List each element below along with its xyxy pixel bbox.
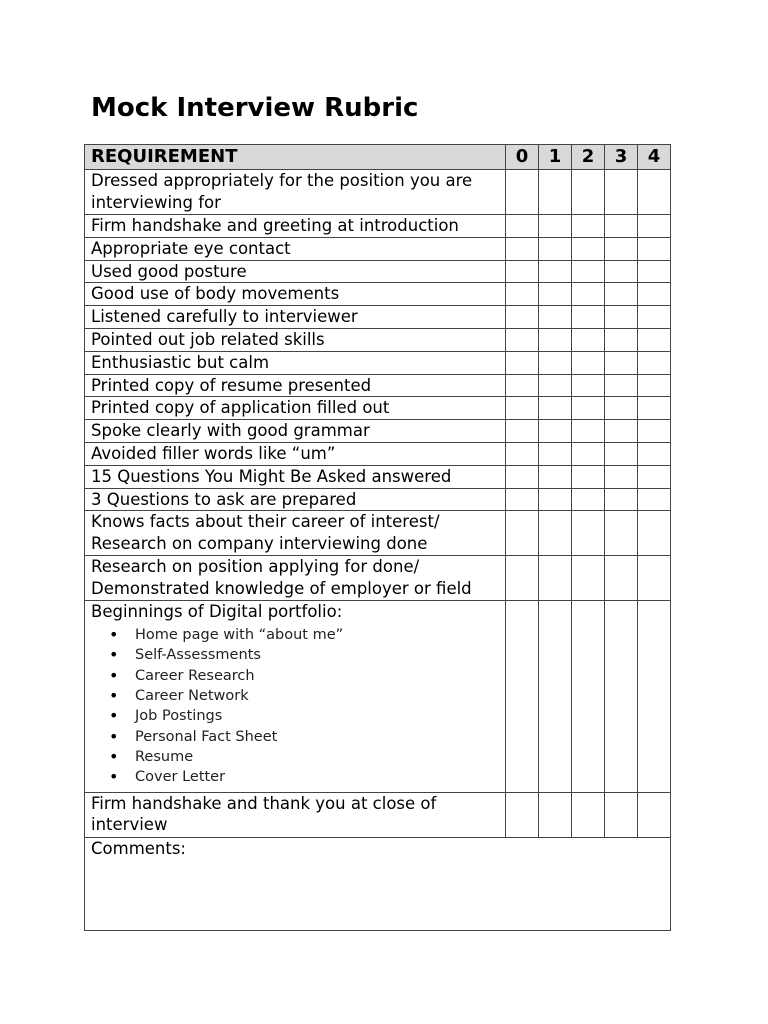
score-cell[interactable] — [605, 351, 638, 374]
score-cell[interactable] — [506, 601, 539, 792]
score-cell[interactable] — [539, 511, 572, 556]
score-cell[interactable] — [638, 351, 671, 374]
portfolio-list — [91, 625, 505, 787]
requirement-cell: Firm handshake and thank you at close of interview — [85, 792, 506, 837]
score-cell[interactable] — [572, 465, 605, 488]
score-cell[interactable] — [539, 556, 572, 601]
score-cell[interactable] — [638, 328, 671, 351]
score-cell[interactable] — [572, 601, 605, 792]
score-cell[interactable] — [605, 328, 638, 351]
score-cell[interactable] — [572, 170, 605, 215]
table-row — [85, 397, 671, 420]
requirement-cell: Listened carefully to interviewer — [85, 306, 506, 329]
list-item: • Career Research — [135, 666, 505, 686]
table-header-row — [85, 145, 671, 170]
score-cell[interactable] — [572, 488, 605, 511]
list-item: • Cover Letter — [135, 767, 505, 787]
requirement-cell: Used good posture — [85, 260, 506, 283]
portfolio-cell — [85, 601, 506, 792]
score-cell[interactable] — [638, 420, 671, 443]
score-cell[interactable] — [638, 397, 671, 420]
score-cell[interactable] — [605, 237, 638, 260]
score-cell[interactable] — [506, 260, 539, 283]
score-cell[interactable] — [572, 237, 605, 260]
score-cell[interactable] — [638, 465, 671, 488]
score-cell[interactable] — [605, 556, 638, 601]
score-cell[interactable] — [506, 420, 539, 443]
score-cell[interactable] — [539, 465, 572, 488]
requirement-cell: Enthusiastic but calm — [85, 351, 506, 374]
score-cell[interactable] — [572, 397, 605, 420]
table-row — [85, 283, 671, 306]
score-cell[interactable] — [638, 511, 671, 556]
score-cell[interactable] — [506, 511, 539, 556]
score-cell[interactable] — [605, 374, 638, 397]
score-cell[interactable] — [605, 488, 638, 511]
score-cell[interactable] — [506, 237, 539, 260]
score-cell[interactable] — [506, 374, 539, 397]
score-cell[interactable] — [572, 306, 605, 329]
table-row — [85, 215, 671, 238]
score-cell[interactable] — [605, 260, 638, 283]
score-cell[interactable] — [638, 237, 671, 260]
score-cell[interactable] — [605, 397, 638, 420]
score-header-2: 2 — [572, 145, 605, 170]
table-row — [85, 351, 671, 374]
comments-row — [85, 837, 671, 930]
score-cell[interactable] — [605, 601, 638, 792]
score-cell[interactable] — [572, 792, 605, 837]
table-row — [85, 170, 671, 215]
score-cell[interactable] — [638, 283, 671, 306]
document-title: Mock Interview Rubric — [91, 93, 419, 123]
requirement-cell: Appropriate eye contact — [85, 237, 506, 260]
score-cell[interactable] — [572, 511, 605, 556]
score-cell[interactable] — [572, 328, 605, 351]
requirement-cell: 3 Questions to ask are prepared — [85, 488, 506, 511]
score-cell[interactable] — [506, 792, 539, 837]
rubric-table — [84, 144, 671, 931]
list-item: • Job Postings — [135, 706, 505, 726]
score-header-4: 4 — [638, 145, 671, 170]
score-cell[interactable] — [605, 442, 638, 465]
list-item: • Personal Fact Sheet — [135, 727, 505, 747]
score-cell[interactable] — [605, 511, 638, 556]
score-cell[interactable] — [638, 374, 671, 397]
score-cell[interactable] — [539, 260, 572, 283]
requirement-cell: Firm handshake and greeting at introduction — [85, 215, 506, 238]
score-cell[interactable] — [506, 397, 539, 420]
requirement-cell: Spoke clearly with good grammar — [85, 420, 506, 443]
score-cell[interactable] — [539, 170, 572, 215]
requirement-cell: Dressed appropriately for the position you are interviewing for — [85, 170, 506, 215]
score-cell[interactable] — [539, 237, 572, 260]
closing-row — [85, 792, 671, 837]
table-row — [85, 420, 671, 443]
score-cell[interactable] — [572, 374, 605, 397]
score-cell[interactable] — [638, 215, 671, 238]
table-row — [85, 260, 671, 283]
table-row — [85, 237, 671, 260]
requirement-cell: 15 Questions You Might Be Asked answered — [85, 465, 506, 488]
score-cell[interactable] — [539, 442, 572, 465]
score-cell[interactable] — [539, 283, 572, 306]
score-cell[interactable] — [539, 397, 572, 420]
score-cell[interactable] — [539, 215, 572, 238]
score-cell[interactable] — [539, 374, 572, 397]
score-cell[interactable] — [506, 328, 539, 351]
score-cell[interactable] — [572, 556, 605, 601]
comments-cell[interactable] — [85, 837, 671, 930]
score-cell[interactable] — [539, 420, 572, 443]
score-cell[interactable] — [605, 792, 638, 837]
requirement-cell: Pointed out job related skills — [85, 328, 506, 351]
score-header-0: 0 — [506, 145, 539, 170]
score-cell[interactable] — [572, 215, 605, 238]
score-header-1: 1 — [539, 145, 572, 170]
score-cell[interactable] — [539, 328, 572, 351]
score-cell[interactable] — [638, 556, 671, 601]
table-row — [85, 465, 671, 488]
requirement-cell: Printed copy of application filled out — [85, 397, 506, 420]
table-row — [85, 306, 671, 329]
table-row — [85, 488, 671, 511]
score-cell[interactable] — [638, 601, 671, 792]
requirement-cell: Knows facts about their career of interest/ Research on company interviewing done — [85, 511, 506, 556]
score-cell[interactable] — [572, 260, 605, 283]
portfolio-row — [85, 601, 671, 792]
score-cell[interactable] — [605, 215, 638, 238]
requirement-cell: Research on position applying for done/ Demonstrated knowledge of employer or field — [85, 556, 506, 601]
table-row — [85, 328, 671, 351]
table-row — [85, 511, 671, 556]
list-item: • Resume — [135, 747, 505, 767]
score-cell[interactable] — [539, 351, 572, 374]
score-cell[interactable] — [638, 442, 671, 465]
score-cell[interactable] — [572, 420, 605, 443]
score-header-3: 3 — [605, 145, 638, 170]
table-row — [85, 374, 671, 397]
score-cell[interactable] — [572, 283, 605, 306]
score-cell[interactable] — [605, 170, 638, 215]
portfolio-heading: Beginnings of Digital portfolio: — [91, 602, 343, 622]
score-cell[interactable] — [605, 283, 638, 306]
table-row — [85, 556, 671, 601]
table-row — [85, 442, 671, 465]
score-cell[interactable] — [638, 170, 671, 215]
score-cell[interactable] — [506, 170, 539, 215]
score-cell[interactable] — [506, 488, 539, 511]
requirement-header: REQUIREMENT — [85, 145, 506, 170]
score-cell[interactable] — [506, 556, 539, 601]
score-cell[interactable] — [605, 306, 638, 329]
score-cell[interactable] — [539, 601, 572, 792]
score-cell[interactable] — [506, 215, 539, 238]
list-item: • Self-Assessments — [135, 645, 505, 665]
score-cell[interactable] — [506, 306, 539, 329]
score-cell[interactable] — [506, 465, 539, 488]
score-cell[interactable] — [638, 260, 671, 283]
requirement-cell: Printed copy of resume presented — [85, 374, 506, 397]
score-cell[interactable] — [605, 465, 638, 488]
score-cell[interactable] — [539, 306, 572, 329]
requirement-cell: Avoided filler words like “um” — [85, 442, 506, 465]
requirement-cell: Good use of body movements — [85, 283, 506, 306]
score-cell[interactable] — [638, 792, 671, 837]
score-cell[interactable] — [572, 351, 605, 374]
score-cell[interactable] — [539, 488, 572, 511]
score-cell[interactable] — [506, 283, 539, 306]
list-item: • Career Network — [135, 686, 505, 706]
score-cell[interactable] — [605, 420, 638, 443]
score-cell[interactable] — [572, 442, 605, 465]
list-item: • Home page with “about me” — [135, 625, 505, 645]
score-cell[interactable] — [638, 306, 671, 329]
score-cell[interactable] — [506, 442, 539, 465]
score-cell[interactable] — [539, 792, 572, 837]
comments-label: Comments: — [91, 838, 186, 858]
score-cell[interactable] — [506, 351, 539, 374]
score-cell[interactable] — [638, 488, 671, 511]
